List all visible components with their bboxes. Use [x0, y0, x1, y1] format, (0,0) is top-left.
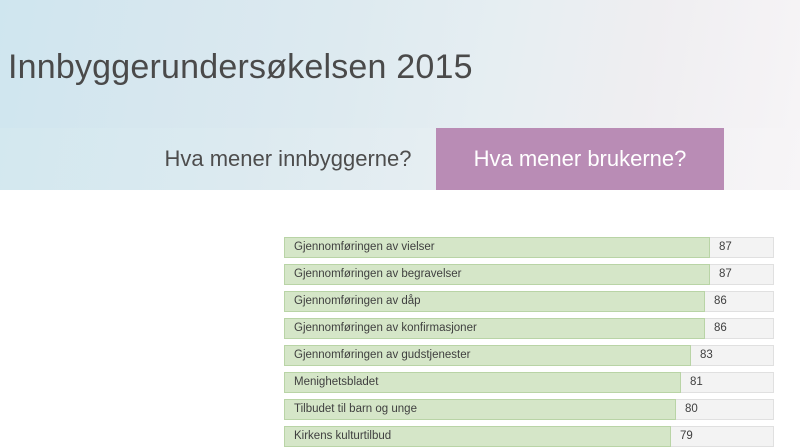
bar-fill — [284, 237, 710, 258]
bar-fill — [284, 399, 676, 420]
bar-category-label: Tilbudet til barn og unge — [294, 403, 417, 415]
bar-fill — [284, 291, 705, 312]
bar-value-cell — [676, 399, 774, 420]
header-band — [0, 0, 800, 128]
bar-category-label: Gjennomføringen av dåp — [294, 295, 421, 307]
bar-value-label: 83 — [700, 349, 713, 361]
bar-row — [284, 237, 774, 258]
bar-category-label: Gjennomføringen av begravelser — [294, 268, 462, 280]
bar-row — [284, 399, 774, 420]
bar-chart — [284, 237, 774, 448]
bar-fill — [284, 426, 671, 447]
bar-value-cell — [681, 372, 774, 393]
bar-row — [284, 372, 774, 393]
bar-value-cell — [671, 426, 774, 447]
bar-fill — [284, 318, 705, 339]
bar-row — [284, 318, 774, 339]
bar-row — [284, 426, 774, 447]
page-title: Innbyggerundersøkelsen 2015 — [8, 48, 473, 86]
bar-category-label: Kirkens kulturtilbud — [294, 430, 392, 442]
tab-hva-mener-innbyggerne[interactable] — [140, 128, 436, 190]
bar-row — [284, 264, 774, 285]
tab-label: Hva mener innbyggerne? — [164, 146, 412, 171]
bar-category-label: Gjennomføringen av konfirmasjoner — [294, 322, 477, 334]
bar-value-cell — [705, 291, 774, 312]
bar-row — [284, 291, 774, 312]
bar-value-label: 87 — [719, 268, 732, 280]
bar-value-label: 87 — [719, 241, 732, 253]
bar-category-label: Gjennomføringen av vielser — [294, 241, 435, 253]
tab-label: Hva mener brukerne? — [473, 146, 687, 171]
tab-bar — [0, 128, 800, 190]
bar-value-cell — [691, 345, 774, 366]
chart-area — [0, 190, 800, 448]
bar-value-label: 86 — [714, 295, 727, 307]
bar-category-label: Menighetsbladet — [294, 376, 379, 388]
bar-fill — [284, 345, 691, 366]
bar-value-cell — [710, 264, 774, 285]
bar-value-label: 86 — [714, 322, 727, 334]
tab-hva-mener-brukerne[interactable] — [436, 128, 724, 190]
bar-value-cell — [710, 237, 774, 258]
bar-category-label: Gjennomføringen av gudstjenester — [294, 349, 471, 361]
bar-value-cell — [705, 318, 774, 339]
bar-fill — [284, 372, 681, 393]
bar-value-label: 80 — [685, 403, 698, 415]
bar-row — [284, 345, 774, 366]
bar-fill — [284, 264, 710, 285]
bar-value-label: 81 — [690, 376, 703, 388]
bar-value-label: 79 — [680, 430, 693, 442]
